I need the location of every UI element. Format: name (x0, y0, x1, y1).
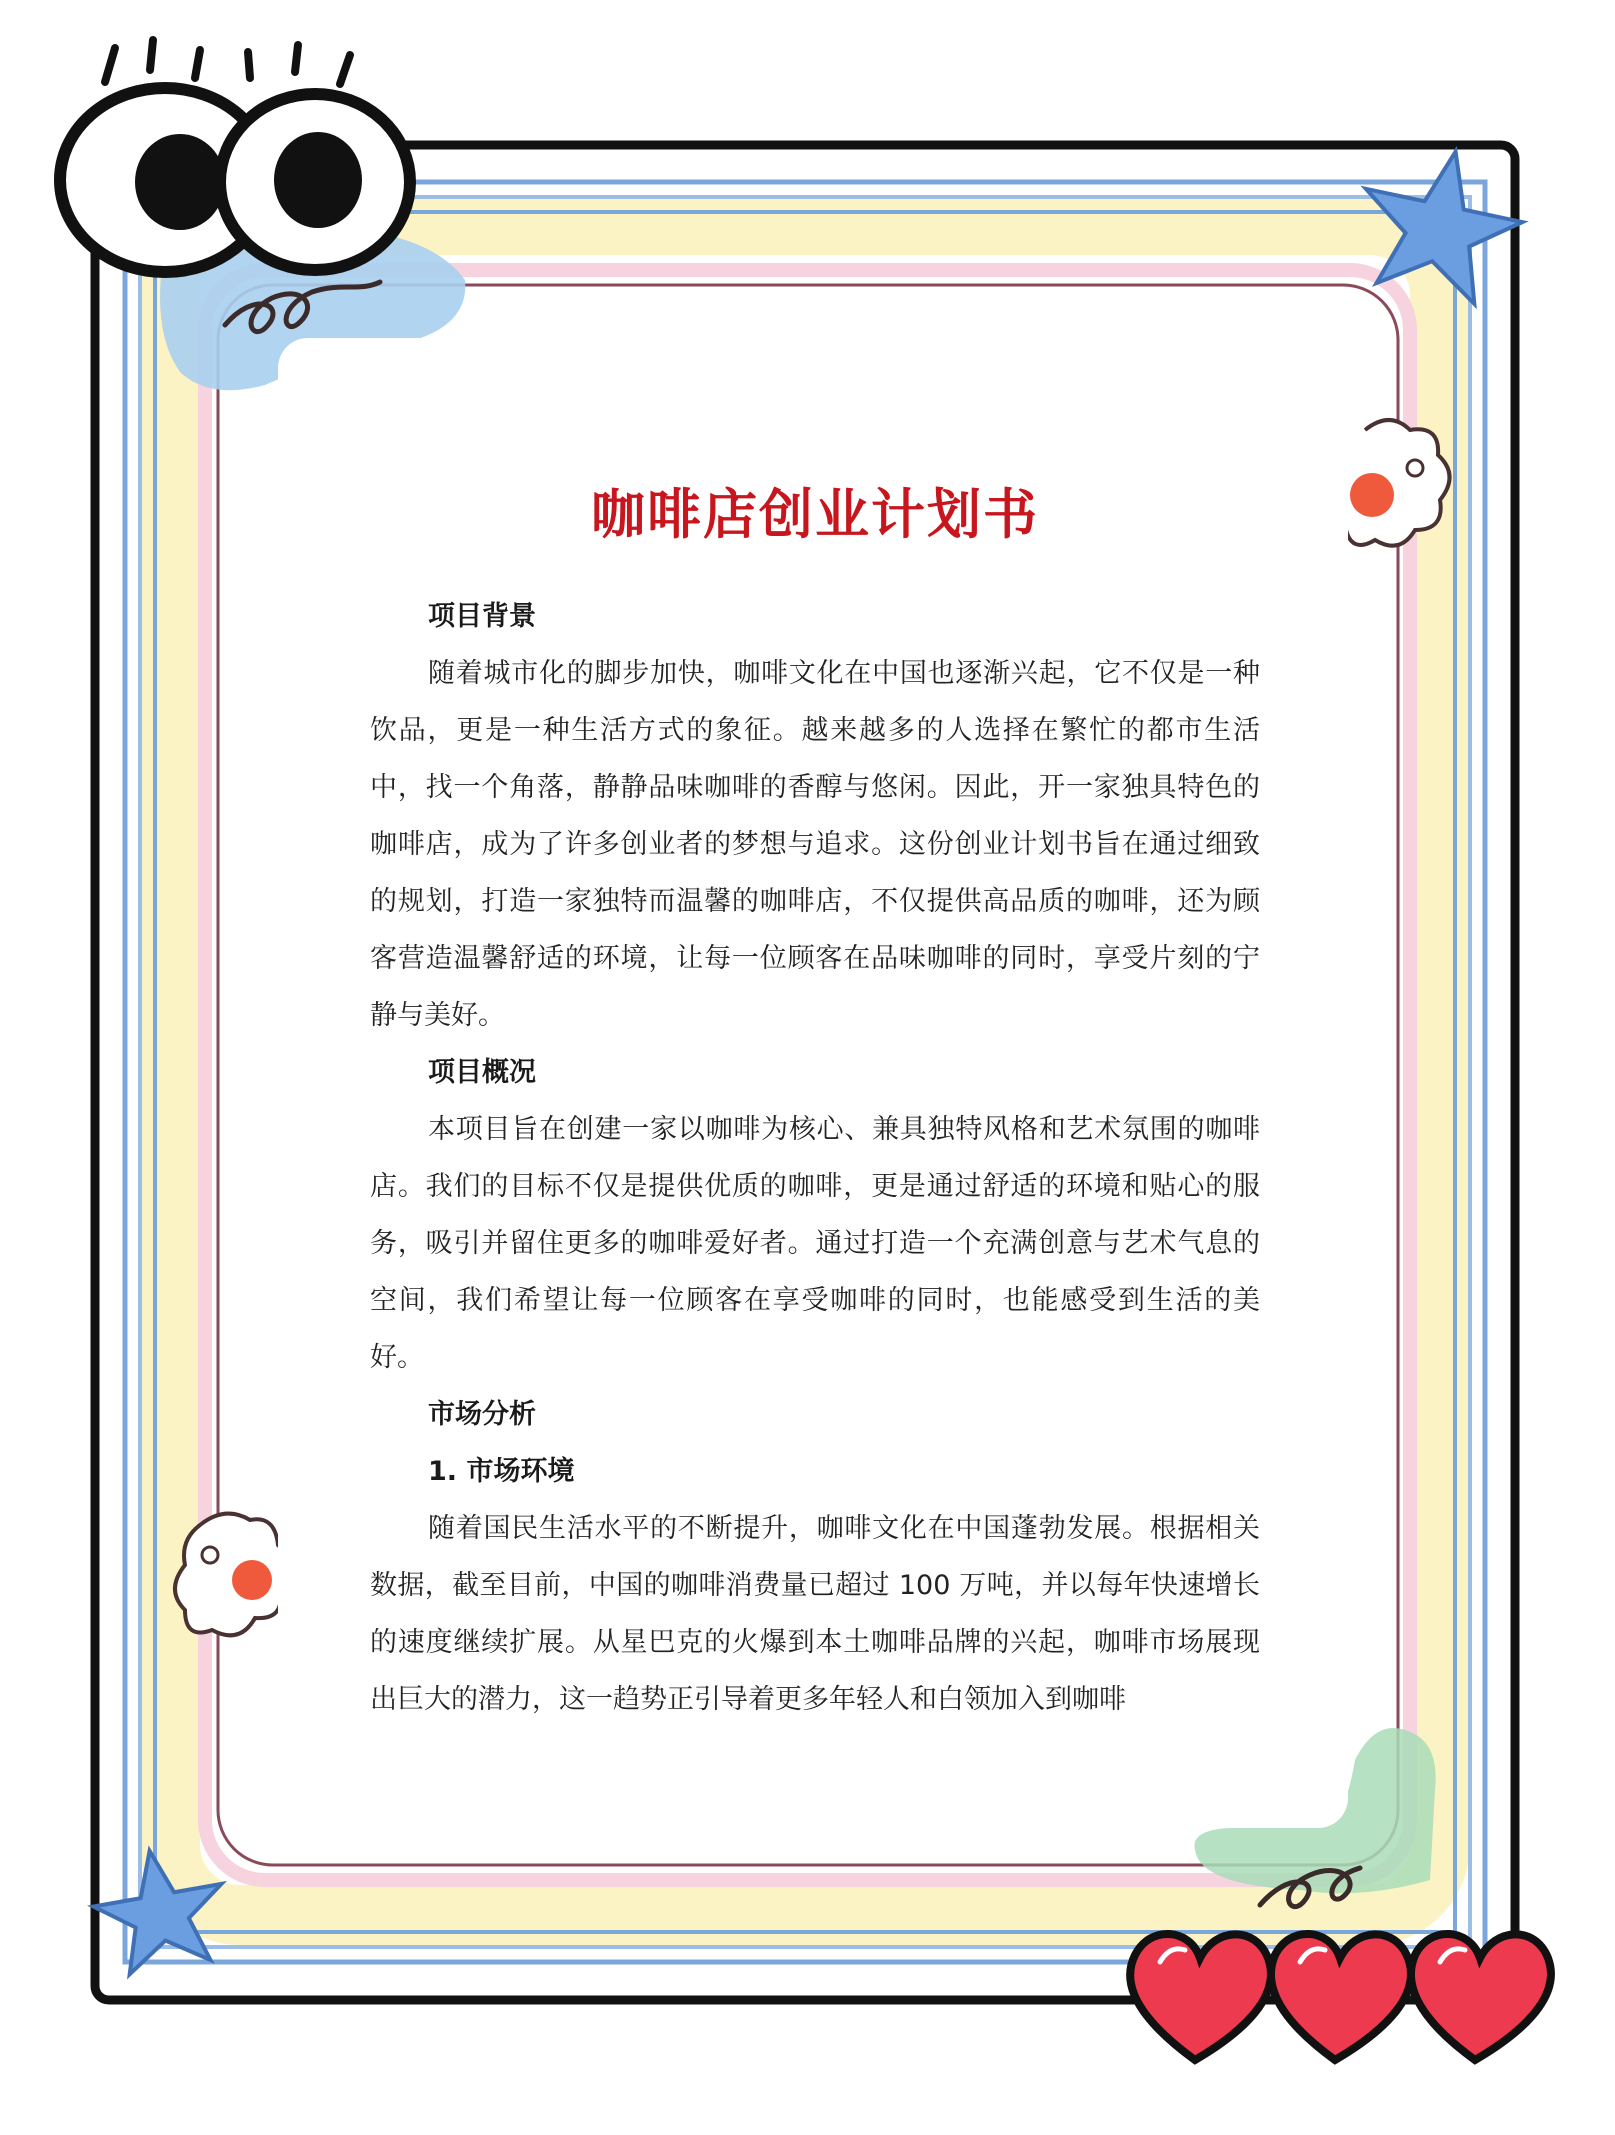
section-paragraph-market: 随着国民生活水平的不断提升，咖啡文化在中国蓬勃发展。根据相关数据，截至目前，中国的咖啡消费量已超过 100 万吨，并以每年快速增长的速度继续扩展。从星巴克的火爆到本土咖啡品牌的兴起，咖啡市场展现出巨大的潜力，这一趋势正引导着更多年轻人和白领加入到咖啡 (370, 1513, 1260, 1715)
subsection-heading-market-environment: 1. 市场环境 (428, 1456, 575, 1487)
section-paragraph-background: 随着城市化的脚步加快，咖啡文化在中国也逐渐兴起，它不仅是一种饮品，更是一种生活方式的象征。越来越多的人选择在繁忙的都市生活中，找一个角落，静静品味咖啡的香醇与悠闲。因此，开一家独具特色的咖啡店，成为了许多创业者的梦想与追求。这份创业计划书旨在通过细致的规划，打造一家独特而温馨的咖啡店，不仅提供高品质的咖啡，还为顾客营造温馨舒适的环境，让每一位顾客在品味咖啡的同时，享受片刻的宁静与美好。 (370, 658, 1260, 1031)
heart-2 (1271, 1934, 1411, 2060)
section-paragraph-overview: 本项目旨在创建一家以咖啡为核心、兼具独特风格和艺术氛围的咖啡店。我们的目标不仅是提供优质的咖啡，更是通过舒适的环境和贴心的服务，吸引并留住更多的咖啡爱好者。通过打造一个充满创意与艺术气息的空间，我们希望让每一位顾客在享受咖啡的同时，也能感受到生活的美好。 (370, 1114, 1260, 1373)
page-title: 咖啡店创业计划书 (591, 483, 1039, 546)
document-body (370, 470, 1260, 1728)
hearts (1130, 1934, 1551, 2060)
heart-1 (1130, 1934, 1271, 2060)
section-heading-market: 市场分析 (428, 1399, 536, 1430)
flower-right (1345, 420, 1450, 546)
flower-left (175, 1514, 290, 1636)
cartoon-eyes (60, 40, 410, 272)
heart-3 (1411, 1934, 1551, 2060)
section-heading-background: 项目背景 (428, 601, 536, 632)
section-heading-overview: 项目概况 (428, 1057, 536, 1088)
